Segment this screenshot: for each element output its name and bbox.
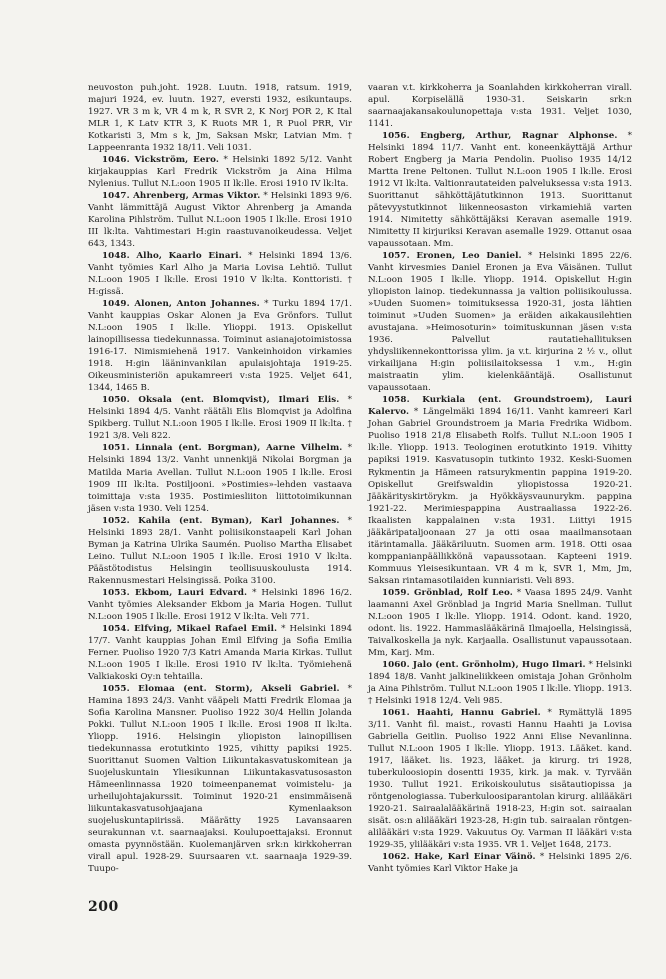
entry-heading: 1047. Ahrenberg, Armas Viktor.	[102, 191, 261, 202]
entry-heading: 1046. Vickström, Eero.	[102, 155, 220, 166]
entry-body: * Helsinki 1892 5/12. Vanht kirjakauppias Karl Fredrik Vickström ja Aina Hilma Nylenius. Tullut N.L:oon 1905 II lk:lle. Erosi 1910 IV lk:lta.	[88, 155, 352, 190]
biography-entry	[88, 683, 352, 875]
entry-heading: 1048. Alho, Kaarlo Einari.	[102, 251, 242, 262]
page-number: 200	[88, 899, 119, 915]
entry-body: * Helsinki 1893 28/1. Vanht poliisikonstaapeli Karl Johan Byman ja Katrina Ulrika Saumén. Puoliso Martha Elisabet Leino. Tullut N.L:oon 1905 I lk:lle. Erosi 1910 V lk:lta. Päästötodistus Helsingin teollisuuskoulusta 1914. Rakennusmestari Helsingissä. Poika 3100.	[88, 515, 353, 586]
entry-body: * Helsinki 1894 18/8. Vanht jalkineliikkeen omistaja Johan Grönholm ja Aina Pihlström. Tullut N.L:oon 1905 I lk:lle. Yliopp. 1913. † Helsinki 1918 12/4. Veli 985.	[368, 659, 632, 706]
biography-entry	[88, 442, 352, 514]
entry-body: * Helsinki 1894 17/7. Vanht kauppias Johan Emil Elfving ja Sofia Emilia Ferner. Puoliso 1920 7/3 Katri Amanda Maria Kirkas. Tullut N.L:oon 1905 I lk:lle. Erosi 1910 IV lk:lta. Työmiehenä Valkiakoski Oy:n tehtailla.	[88, 623, 352, 682]
entry-heading: 1051. Linnala (ent. Borgman), Aarne Vilhelm.	[102, 443, 343, 454]
left-column-continuation: neuvoston puh.joht. 1928. Luutn. 1918, ratsum. 1919, majuri 1924, ev. luutn. 1927, eversti 1932, esikuntaups. 1927. VR 3 m k, VR 4 m k, R SVR 2, K Norj POR 2, K Ital MLR 1, K Latv KTR 3, K Ruots MR 1, R Puol PRR, Vir Kotkaristi 3, Mm s k, Jm, Saksan Mskr, Latvian Mm. † Lappeenranta 1932 18/11. Veli 1031.	[88, 83, 352, 154]
entry-heading: 1059. Grönblad, Rolf Leo.	[382, 587, 513, 598]
biography-entry	[88, 587, 352, 623]
biography-entry	[88, 298, 352, 394]
entry-body: * Vaasa 1895 24/9. Vanht laamanni Axel Grönblad ja Ingrid Maria Snellman. Tullut N.L:oon 1905 I lk:lle. Yliopp. 1914. Odont. kand. 1920, odont. lis. 1922. Hammaslääkärinä Ilmajoella, Helsingissä, Taivalkoskella ja nyk. Karjaalla. Osallistunut vapaussotaan. Mm, Karj. Mm.	[368, 587, 633, 658]
entry-body: * Hamina 1893 24/3. Vanht vääpeli Matti Fredrik Elomaa ja Sofia Karolina Mansner. Puoliso 1922 30/4 Hellin Jolanda Pokki. Tullut N.L:oon 1905 I lk:lle. Erosi 1908 II lk:lta. Yliopp. 1916. Helsingin yliopiston lainopillisen tiedekunnassa erotutkinto 1925, vihitty papiksi 1925. Suorittanut Suomen Valtion Liikuntakasvatuskomitean ja Suojeluskuntain Yliesikunnan Liikuntakasvatusosaston Hämeenlinnassa 1920 toimeenpanemat voimistelu- ja urheilujohtajakurssit. Toiminut 1920-21 ensimmäisenä liikuntakasvatusohjaajana Kymenlaakson suojeluskuntapiirissä. Määrätty 1925 Lavansaaren seurakunnan v.t. saarnaajaksi. Koulupoettajaksi. Eronnut omasta pyynnöstään. Kuolemanjärven srk:n kirkkoherran virall apul. 1928-29. Suursaaren v.t. saarnaaja 1929-39. Tuupo-	[88, 683, 352, 875]
biography-entry	[88, 154, 352, 190]
entry-heading: 1050. Oksala (ent. Blomqvist), Ilmari Elis.	[102, 395, 340, 406]
biography-entry	[368, 394, 632, 586]
entry-body: * Helsinki 1893 9/6. Vanht lämmittäjä August Viktor Ahrenberg ja Amanda Karolina Pihlström. Tullut N.L:oon 1905 I lk:lle. Erosi 1910 III lk:lta. Vahtimestari H:gin raastuvanoikeudessa. Veljet 643, 1343.	[88, 191, 352, 250]
biography-entry	[368, 250, 632, 394]
entry-heading: 1053. Ekbom, Lauri Edvard.	[102, 587, 248, 598]
left-column	[88, 82, 352, 875]
entry-heading: 1062. Hake, Karl Einar Väinö.	[382, 852, 536, 862]
right-column	[368, 82, 632, 875]
entry-heading: 1061. Haahti, Hannu Gabriel.	[382, 707, 541, 718]
biography-entry	[88, 190, 352, 250]
entry-body: * Längelmäki 1894 16/11. Vanht kamreeri Karl Johan Gabriel Groundstroem ja Maria Fredrika Widbom. Puoliso 1918 21/8 Elisabeth Rolfs. Tullut N.L:oon 1905 I lk:lle. Yliopp. 1913. Teologinen erotutkinto 1919. Vihitty papiksi 1919. Kasvatusopin tutkinto 1932. Keski-Suomen Rykmentin ja Hämeen ratsurykmentin pappina 1919-20. Opiskellut Greifswaldin yliopistossa 1920-21. Jääkärityskirtörykm. ja Hyökkäysvaunurykm. pappina 1921-22. Merimiespappina Austraaliassa 1922-26. Ikaalisten kappalainen v:sta 1931. Liittyi 1915 jääkäripataljoonaan 27 ja otti osaa maailmansotaan itärintamalla. Jääkäriluutn. Suomen arm. 1918. Otti osaa komppanianpäällikkönä vapaussotaan. Kapteeni 1919. Kommuus Yleisesikuntaan. VR 4 m k, SVR 1, Mm, Jm, Saksan rintamasotilaiden kunniaristi. Veli 893.	[368, 407, 633, 586]
entry-heading: 1060. Jalo (ent. Grönholm), Hugo Ilmari.	[382, 659, 586, 670]
entry-heading: 1054. Elfving, Mikael Rafael Emil.	[102, 623, 278, 634]
biography-entry	[368, 851, 632, 875]
entry-body: * Helsinki 1895 22/6. Vanht kirvesmies Daniel Eronen ja Eva Väisänen. Tullut N.L:oon 1905 I lk:lle. Yliopp. 1914. Opiskellut H:gin yliopiston lainop. tiedekunnassa ja valtion poliisikoulussa. »Uuden Suomen» toimituksessa 1920-31, josta lähtien toiminut »Uuden Suomen» ja eräiden aikakausilehtien avustajana. »Heimosoturin» toimituskunnan jäsen v:sta 1936. Palvellut rautatiehallituksen yhdysliikennekonttorissa ylim. ja v.t. kirjurina 2 ½ v., ollut virkailijana H:gin poliisilaitoksessa 1 v.m., H:gin maistraatin ylim. kielenkääntäjä. Osallistunut vapaussotaan.	[368, 251, 632, 394]
entry-body: * Helsinki 1896 16/2. Vanht työmies Aleksander Ekbom ja Maria Hogen. Tullut N.L:oon 1905 I lk:lle. Erosi 1912 V lk:lta. Veli 771.	[88, 587, 352, 622]
entry-body: * Helsinki 1894 13/6. Vanht työmies Karl Alho ja Maria Lovisa Lehtiö. Tullut N.L:oon 1905 I lk:lle. Erosi 1910 V lk:lta. Konttoristi. † H:gissä.	[88, 251, 353, 298]
entry-heading: 1049. Alonen, Anton Johannes.	[102, 299, 260, 310]
biography-entry	[88, 394, 352, 442]
entry-body: * Helsinki 1894 4/5. Vanht räätäli Elis Blomqvist ja Adolfina Spikberg. Tullut N.L:oon 1905 I lk:lle. Erosi 1909 II lk:lta. † 1921 3/8. Veli 822.	[88, 395, 353, 442]
biography-entry	[88, 515, 352, 587]
left-column-entries	[88, 154, 352, 875]
entry-heading: 1057. Eronen, Leo Daniel.	[382, 251, 522, 262]
biography-entry	[368, 130, 632, 250]
biography-entry	[88, 623, 352, 683]
entry-body: * Turku 1894 17/1. Vanht kauppias Oskar Alonen ja Eva Grönfors. Tullut N.L:oon 1905 I lk:lle. Ylioppi. 1913. Opiskellut lainopillisessa tiedekunnassa. Toiminut asianajotoimistossa 1916-17. Nimismiehenä 1917. Vankeinhoidon virkamies 1918. H:gin lääninvankilan apulaisjohtaja 1919-25. Oikeusministeriön apukamreeri v:sta 1925. Veljet 641, 1344, 1465 B.	[88, 299, 352, 394]
entry-body: * Helsinki 1894 11/7. Vanht ent. koneenkäyttäjä Arthur Robert Engberg ja Maria Pendolin. Puoliso 1935 14/12 Martta Irene Peltonen. Tullut N.L:oon 1905 I lk:lle. Erosi 1912 VI lk:lta. Valtionrautateiden palveluksessa v:sta 1913. Suorittanut sähköttäjätutkinnon 1913. Suorittanut pätevyystutkinnot liikenneosaston virkamiehiä varten 1914. Nimitetty sähköttäjäksi Keravan asemalle 1919. Nimitetty II kirjuriksi Keravan asemalle 1929. Ottanut osaa vapaussotaan. Mm.	[368, 131, 632, 250]
entry-heading: 1056. Engberg, Arthur, Ragnar Alphonse.	[382, 131, 618, 142]
entry-heading: 1052. Kahila (ent. Byman), Karl Johannes.	[102, 515, 340, 526]
right-column-entries	[368, 130, 632, 875]
right-column-continuation: vaaran v.t. kirkkoherra ja Soanlahden kirkkoherran virall. apul. Korpiselällä 1930-31. Seiskarin srk:n saarnaajakansakoulunopettaja v:sta 1931. Veljet 1030, 1141.	[368, 83, 632, 130]
biography-entry	[368, 659, 632, 707]
entry-body: * Rymättylä 1895 3/11. Vanht fil. maist., rovasti Hannu Haahti ja Lovisa Gabriella Geitlin. Puoliso 1922 Anni Elise Nevanlinna. Tullut N.L:oon 1905 I lk:lle. Yliopp. 1913. Lääket. kand. 1917, lääket. lis. 1923, lääket. ja kirurg. tri 1928, tuberkuloosiopin dosentti 1935, kirk. ja mak. v. Tyrvään 1930. Tullut 1921. Erikoiskoulutus sisätautiopissa ja röntgenologiassa. Tuberkuloosiparantolan kirurg. alilääkäri 1920-21. Sairaalalääkärinä 1918-23, H:gin sot. sairaalan sisät. os:n alilääkäri 1923-28, H:gin tub. sairaalan röntgen-alilääkäri v:sta 1929. Vakuutus Oy. Varman II lääkäri v:sta 1929-35, ylilääkäri v:sta 1935. VR 1. Veljet 1648, 2173.	[368, 707, 633, 850]
biography-entry	[368, 587, 632, 659]
entry-body: * Helsinki 1894 13/2. Vanht unnenkijä Nikolai Borgman ja Matilda Maria Avellan. Tullut N.L:oon 1905 I lk:lle. Erosi 1909 III lk:lta. Postiljooni. »Postimies»-lehden vastaava toimittaja v:sta 1935. Postimiesliiton liittotoimikunnan jäsen v:sta 1930. Veli 1254.	[88, 443, 353, 514]
entry-body: * Helsinki 1895 2/6. Vanht työmies Karl Viktor Hake ja	[368, 852, 632, 875]
entry-heading: 1055. Elomaa (ent. Storm), Akseli Gabriel.	[102, 683, 340, 694]
biography-entry	[368, 707, 632, 851]
biography-entry	[88, 250, 352, 298]
entry-heading: 1058. Kurkiala (ent. Groundstroem), Lauri Kalervo.	[368, 395, 632, 418]
